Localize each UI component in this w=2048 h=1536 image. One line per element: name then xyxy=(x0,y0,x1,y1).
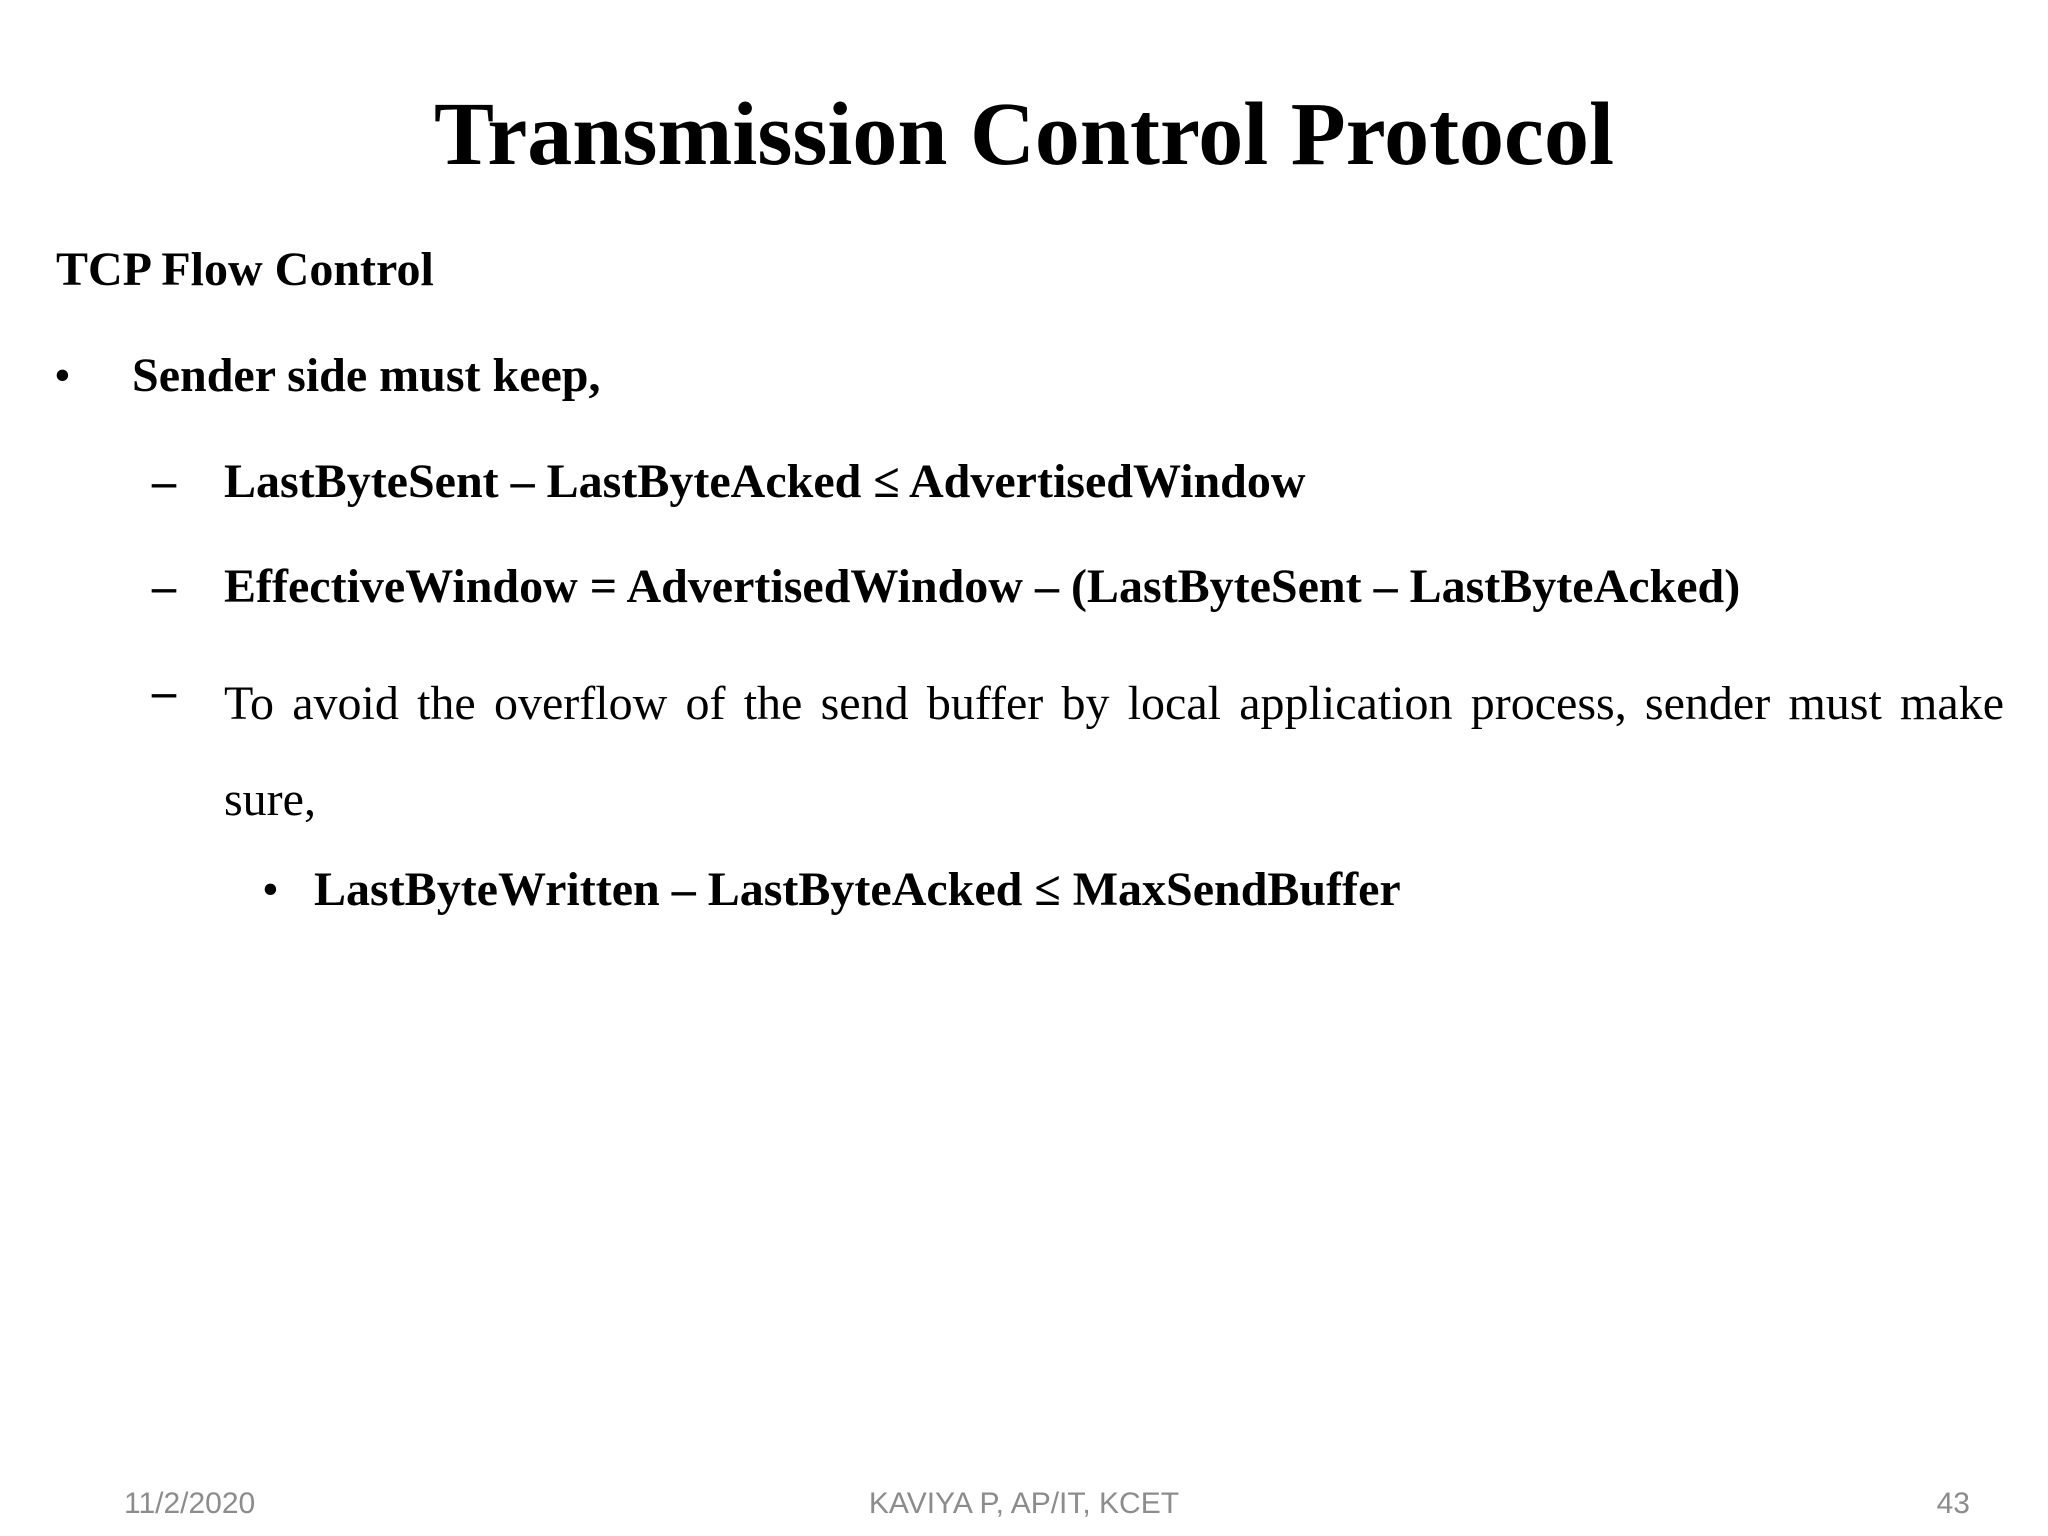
dash-marker: – xyxy=(152,455,176,508)
footer-page-number: 43 xyxy=(1936,1487,1970,1520)
dash-marker: – xyxy=(152,665,176,718)
paragraph-send-buffer: To avoid the overflow of the send buffer by local application process, sender must make sure, xyxy=(224,677,2004,826)
bullet-text-sender-side: Sender side must keep, xyxy=(132,349,601,402)
footer-author: KAVIYA P, AP/IT, KCET xyxy=(868,1487,1180,1520)
bullet-marker: • xyxy=(262,863,279,916)
slide-title: Transmission Control Protocol xyxy=(433,85,1615,184)
dash-marker: – xyxy=(152,560,176,613)
bullet-marker: • xyxy=(54,349,71,402)
formula-effective-window: EffectiveWindow = AdvertisedWindow – (LastByteSent – LastByteAcked) xyxy=(224,560,1741,613)
formula-max-send-buffer: LastByteWritten – LastByteAcked ≤ MaxSendBuffer xyxy=(314,863,1401,916)
footer-date: 11/2/2020 xyxy=(124,1487,256,1520)
section-heading: TCP Flow Control xyxy=(56,243,434,296)
formula-window-constraint: LastByteSent – LastByteAcked ≤ AdvertisedWindow xyxy=(224,455,1306,508)
